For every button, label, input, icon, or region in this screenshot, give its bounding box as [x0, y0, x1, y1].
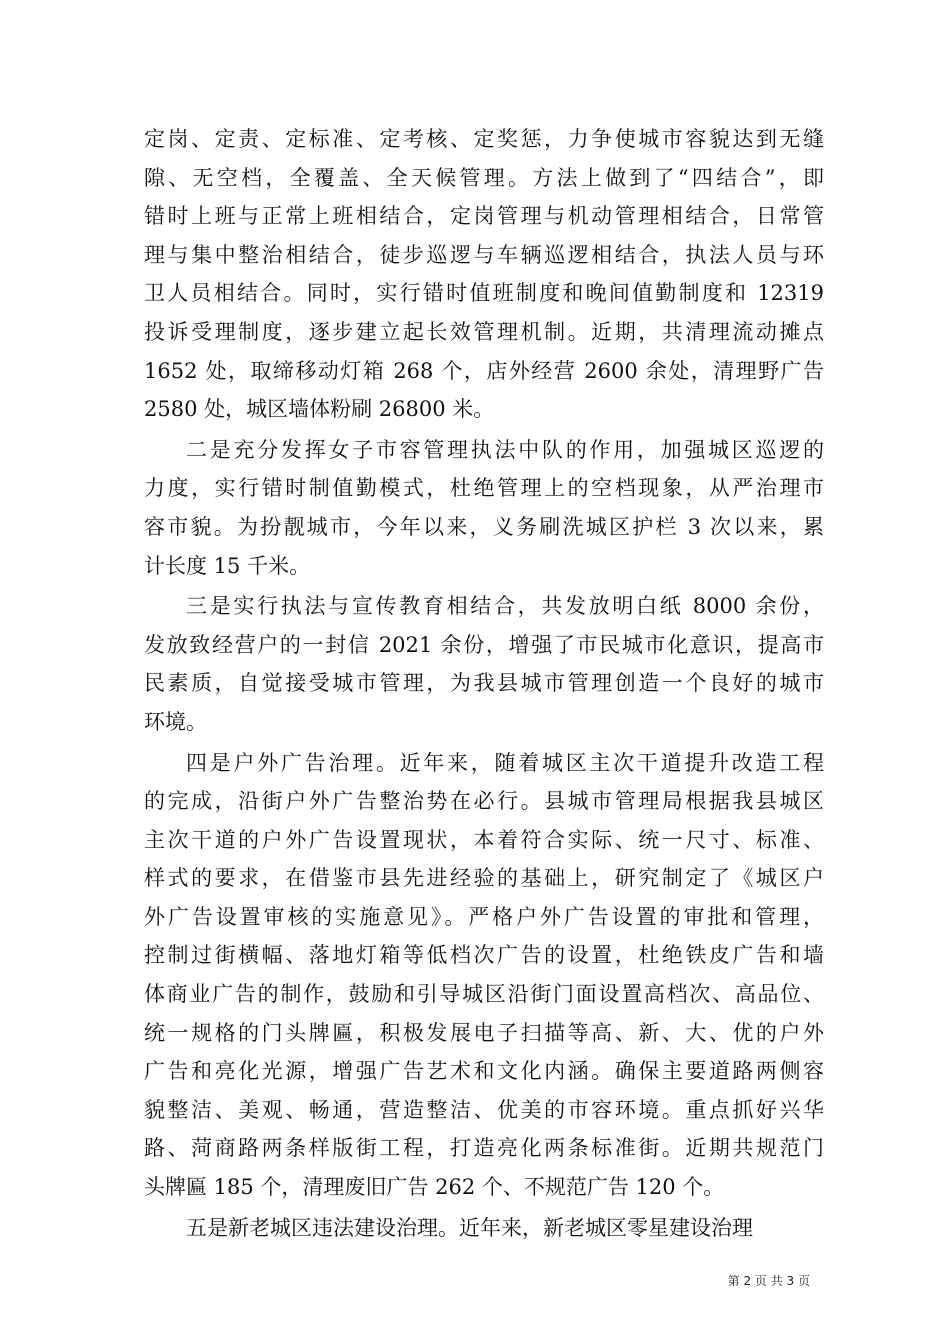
text-line: 二是充分发挥女子市容管理执法中队的作用，加强城区巡逻的	[186, 437, 824, 462]
text-line: 计长度 15 千米。	[144, 553, 311, 578]
text-line: 头牌匾 185 个，清理废旧广告 262 个、不规范广告 120 个。	[144, 1175, 725, 1200]
text-line: 1652 处，取缔移动灯箱 268 个，店外经营 2600 余处，清理野广告	[144, 358, 824, 383]
text-line: 统一规格的门头牌匾，积极发展电子扫描等高、新、大、优的户外	[144, 1020, 824, 1045]
paragraph-item-four	[144, 744, 824, 1207]
text-line: 发放致经营户的一封信 2021 余份，增强了市民城市化意识，提高市	[144, 632, 824, 657]
text-line: 卫人员相结合。同时，实行错时值班制度和晚间值勤制度和 12319	[144, 281, 824, 306]
text-line: 四是户外广告治理。近年来，随着城区主次干道提升改造工程	[186, 750, 824, 775]
text-line: 五是新老城区违法建设治理。近年来，新老城区零星建设治理	[186, 1215, 753, 1240]
text-line: 投诉受理制度，逐步建立起长效管理机制。近期，共清理流动摊点	[144, 319, 824, 344]
text-line: 体商业广告的制作，鼓励和引导城区沿街门面设置高档次、高品位、	[144, 982, 824, 1007]
page-number-footer: 第 2 页 共 3 页	[727, 1274, 810, 1288]
text-line: 样式的要求，在借鉴市县先进经验的基础上，研究制定了《城区户	[144, 866, 824, 891]
text-line: 2580 处，城区墙体粉刷 26800 米。	[144, 397, 495, 422]
text-line: 容市貌。为扮靓城市，今年以来，义务刷洗城区护栏 3 次以来，累	[144, 514, 824, 539]
text-line: 貌整洁、美观、畅通，营造整洁、优美的市容环境。重点抓好兴华	[144, 1097, 824, 1122]
text-line: 理与集中整治相结合，徒步巡逻与车辆巡逻相结合，执法人员与环	[144, 242, 824, 267]
text-line: 控制过街横幅、落地灯箱等低档次广告的设置，杜绝铁皮广告和墙	[144, 943, 824, 968]
text-line: 三是实行执法与宣传教育相结合，共发放明白纸 8000 余份，	[186, 594, 824, 619]
paragraph-item-five	[144, 1209, 824, 1248]
text-line: 广告和亮化光源，增强广告艺术和文化内涵。确保主要道路两侧容	[144, 1059, 824, 1084]
paragraph-item-three	[144, 587, 824, 741]
text-line: 路、菏商路两条样版街工程，打造亮化两条标准街。近期共规范门	[144, 1136, 824, 1161]
text-line: 的完成，沿街户外广告整治势在必行。县城市管理局根据我县城区	[144, 789, 824, 814]
text-line: 环境。	[144, 709, 207, 734]
text-line: 主次干道的户外广告设置现状，本着符合实际、统一尺寸、标准、	[144, 827, 824, 852]
text-line: 错时上班与正常上班相结合，定岗管理与机动管理相结合，日常管	[144, 204, 824, 229]
text-line: 定岗、定责、定标准、定考核、定奖惩，力争使城市容貌达到无缝	[144, 127, 824, 151]
text-line: 外广告设置审核的实施意见》。严格户外广告设置的审批和管理，	[144, 904, 824, 929]
text-line: 力度，实行错时制值勤模式，杜绝管理上的空档现象，从严治理市	[144, 476, 824, 501]
text-line: 隙、无空档，全覆盖、全天候管理。方法上做到了“四结合”，即	[144, 165, 824, 190]
text-line: 民素质，自觉接受城市管理，为我县城市管理创造一个良好的城市	[144, 671, 824, 696]
paragraph-continuation	[144, 120, 824, 429]
paragraph-item-two	[144, 431, 824, 585]
document-body	[144, 120, 824, 1247]
